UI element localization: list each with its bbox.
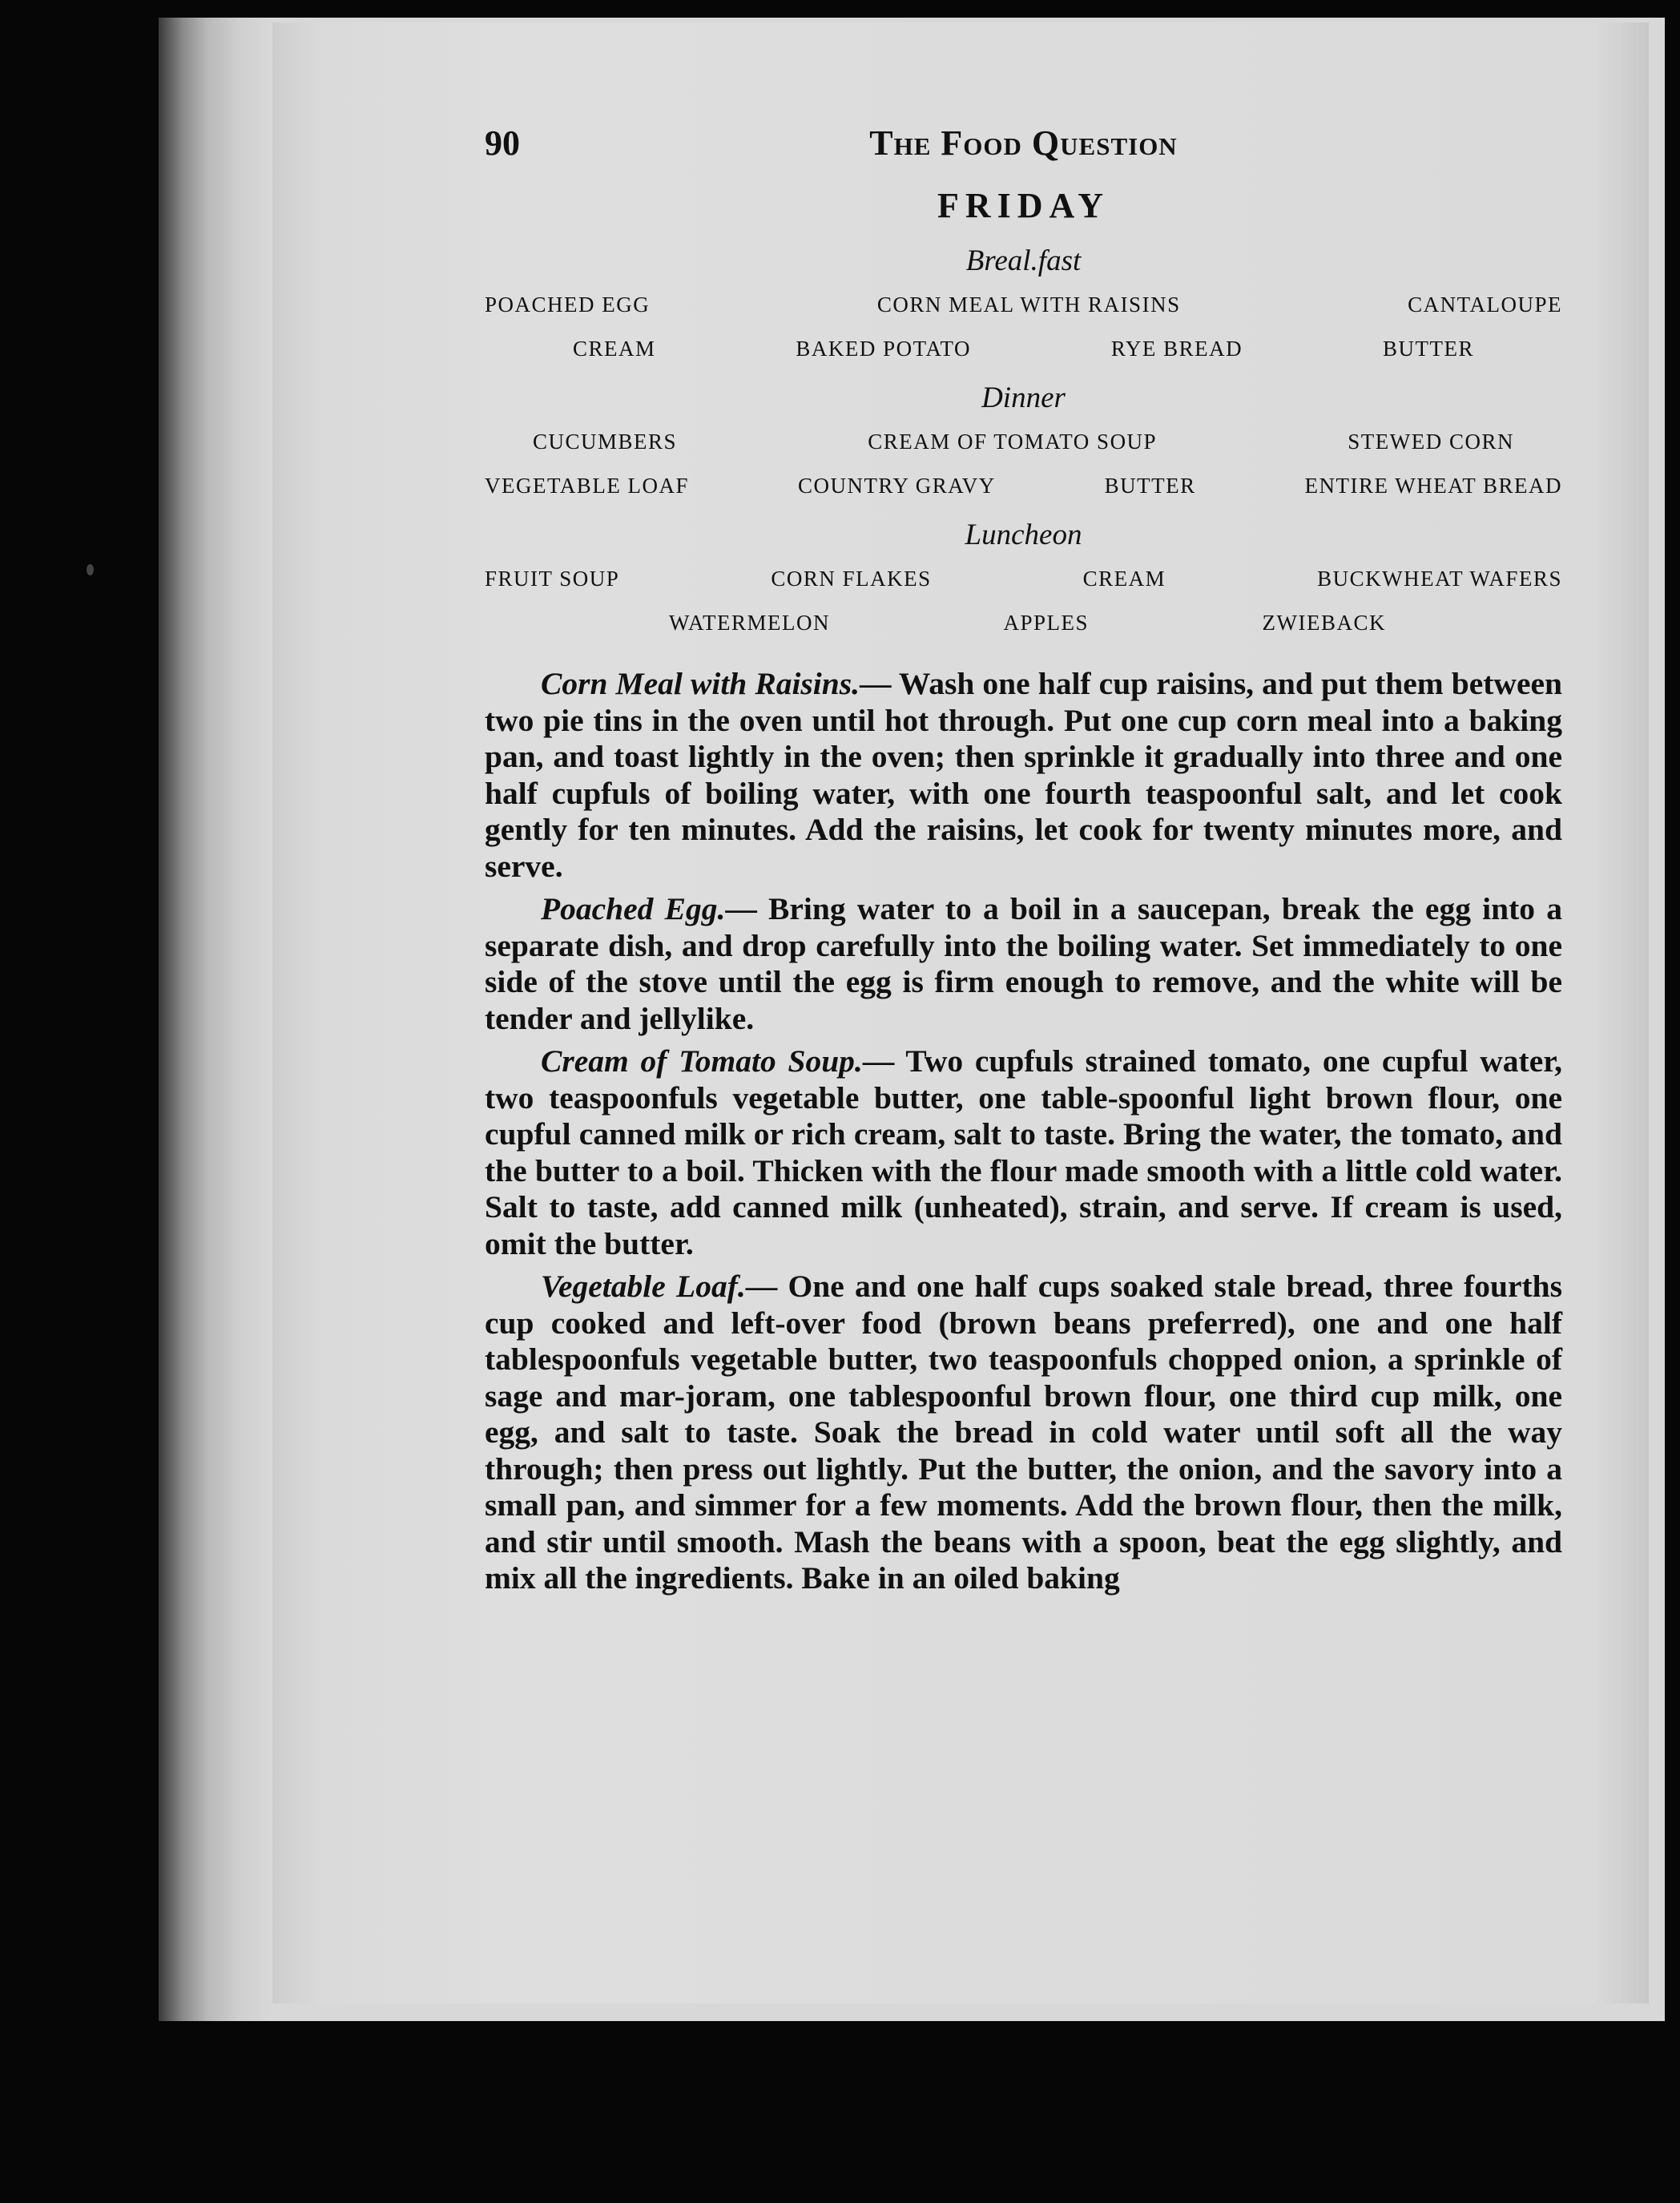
menu-item: ZWIEBACK [1262,611,1386,635]
breakfast-menu-row-2 [485,337,1562,361]
page-content [485,123,1562,1604]
recipe-text: — Two cupfuls strained tomato, one cupful water, two teaspoonfuls vegetable butter, one table-spoonful light brown flour, one cupful canned milk or rich cream, salt to taste. Bring the water, the tomato, and the butter to a boil. Thicken with the flour made smooth with a little cold water. Salt to taste, add canned milk (unheated), strain, and serve. If cream is used, omit the butter. [485,1043,1563,1261]
recipes-section [485,666,1562,1597]
recipe-title: Poached Egg. [541,891,726,926]
menu-item: CUCUMBERS [533,430,678,454]
luncheon-menu-row-1 [485,567,1562,591]
menu-item: CREAM [573,337,656,361]
menu-item: BUCKWHEAT WAFERS [1317,567,1562,591]
dinner-heading: Dinner [981,381,1066,414]
recipe-paragraph [485,891,1562,1037]
luncheon-menu-row-2 [485,611,1562,635]
menu-item: WATERMELON [669,611,830,635]
luncheon-heading: Luncheon [965,518,1082,551]
menu-item: CREAM [1082,567,1166,591]
recipe-text: — Bring water to a boil in a saucepan, break the egg into a separate dish, and drop carefully into the boiling water. Set immediately to one side of the stove until the egg is firm enough to remove, and the white will be tender and jellylike. [485,891,1562,1036]
running-head: The Food Question [869,123,1178,163]
menu-item: BUTTER [1383,337,1474,361]
menu-item: CORN MEAL WITH RAISINS [876,293,1181,317]
recipe-paragraph [485,1043,1562,1262]
menu-item: POACHED EGG [485,293,651,317]
menu-item: BAKED POTATO [796,337,971,361]
dinner-menu-row-2 [485,474,1562,498]
menu-item: RYE BREAD [1110,337,1243,361]
page-header [485,123,1562,171]
day-title: FRIDAY [937,186,1110,225]
menu-item: BUTTER [1104,474,1196,498]
recipe-title: Cream of Tomato Soup. [541,1043,863,1079]
page-number: 90 [485,123,520,163]
recipe-text: — One and one half cups soaked stale bread, three fourths cup cooked and left-over food (brown beans preferred), one and one half tablespoonfuls vegetable butter, two teaspoonfuls chopped onion, a sprinkle of sage and mar-joram, one tablespoonful brown flour, one third cup milk, one egg, and salt to taste. Soak the bread in cold water until soft all the way through; then press out lightly. Put the butter, the onion, and the savory into a small pan, and simmer for a few moments. Add the brown flour, then the milk, and stir until smooth. Mash the beans with a spoon, beat the egg slightly, and mix all the ingredients. Bake in an oiled baking [485,1269,1563,1596]
recipe-title: Corn Meal with Raisins. [541,666,860,701]
menu-item: CANTALOUPE [1408,293,1562,317]
recipe-text: — Wash one half cup raisins, and put them between two pie tins in the oven until hot through. Put one cup corn meal into a baking pan, and toast lightly in the oven; then sprinkle it gradually into three and one half cupfuls of boiling water, with one fourth teaspoonful salt, and let cook gently for ten minutes. Add the raisins, let cook for twenty minutes more, and serve. [485,666,1562,884]
breakfast-heading: Breal.fast [965,244,1082,277]
recipe-title: Vegetable Loaf. [541,1269,746,1304]
margin-mark [87,564,94,575]
menu-item: STEWED CORN [1348,430,1514,454]
breakfast-menu-row-1 [485,293,1562,317]
menu-item: FRUIT SOUP [485,567,620,591]
menu-item: VEGETABLE LOAF [485,474,690,498]
dinner-menu-row-1 [485,430,1562,454]
recipe-paragraph [485,666,1562,885]
menu-item: COUNTRY GRAVY [797,474,996,498]
menu-item: APPLES [1003,611,1090,635]
menu-item: CORN FLAKES [771,567,932,591]
book-page [272,22,1649,2003]
menu-item: CREAM OF TOMATO SOUP [868,430,1158,454]
menu-item: ENTIRE WHEAT BREAD [1304,474,1562,498]
recipe-paragraph [485,1269,1562,1597]
